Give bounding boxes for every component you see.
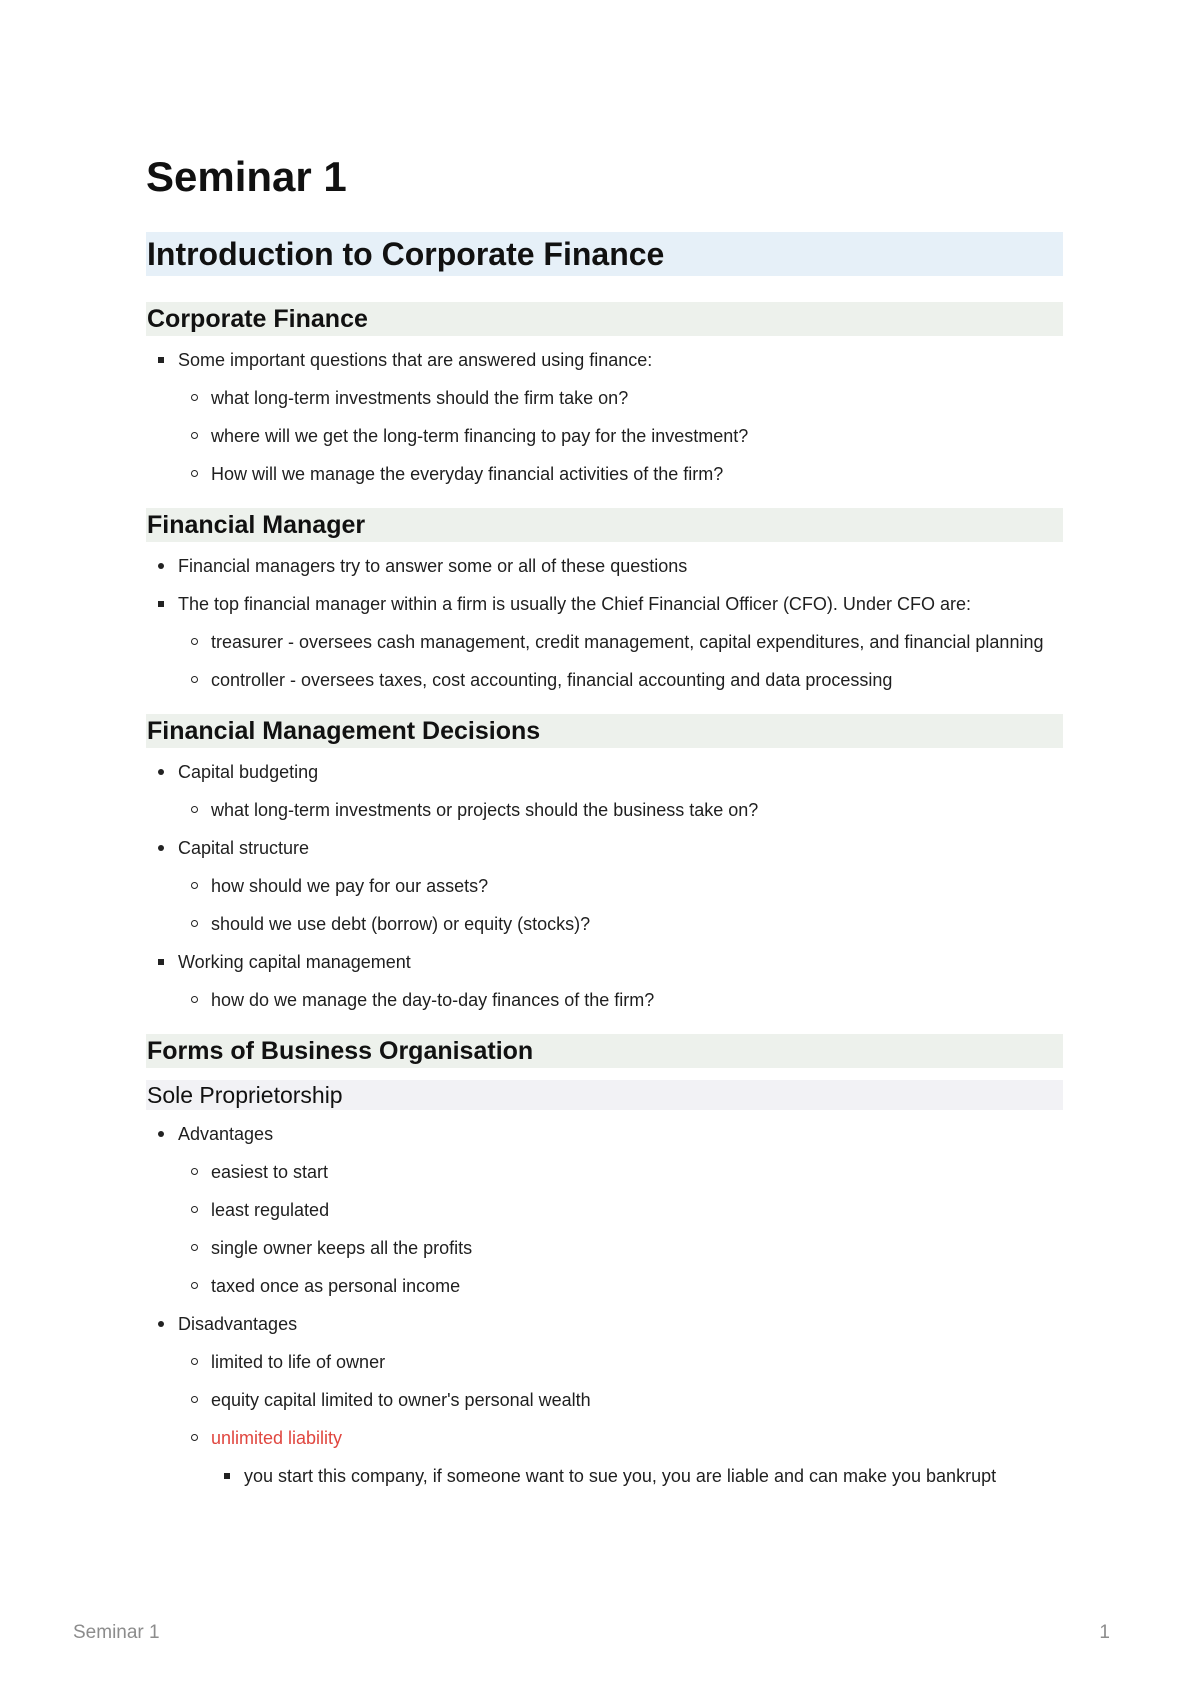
circle-bullet-icon: [191, 920, 198, 927]
disc-bullet-icon: [158, 1131, 164, 1137]
list-item: single owner keeps all the profits: [146, 1230, 1063, 1268]
list-item: should we use debt (borrow) or equity (stocks)?: [146, 906, 1063, 944]
list-item: what long-term investments should the firm take on?: [146, 380, 1063, 418]
circle-bullet-icon: [191, 1206, 198, 1213]
circle-bullet-icon: [191, 1358, 198, 1365]
circle-bullet-icon: [191, 394, 198, 401]
list-item: controller - oversees taxes, cost accounting, financial accounting and data processing: [146, 662, 1063, 700]
square-bullet-icon: [224, 1473, 230, 1479]
heading-introduction: Introduction to Corporate Finance: [146, 232, 1063, 276]
circle-bullet-icon: [191, 1434, 198, 1441]
list-item: what long-term investments or projects should the business take on?: [146, 792, 1063, 830]
list-item: Financial managers try to answer some or all of these questions: [146, 548, 1063, 586]
list-item: where will we get the long-term financing to pay for the investment?: [146, 418, 1063, 456]
list-item: equity capital limited to owner's personal wealth: [146, 1382, 1063, 1420]
page-number: 1: [1099, 1622, 1110, 1643]
square-bullet-icon: [158, 959, 164, 965]
heading-financial-management-decisions: Financial Management Decisions: [146, 714, 1063, 748]
list-item: How will we manage the everyday financial activities of the firm?: [146, 456, 1063, 494]
list-financial-manager: [146, 548, 1063, 700]
list-item: how should we pay for our assets?: [146, 868, 1063, 906]
circle-bullet-icon: [191, 1244, 198, 1251]
circle-bullet-icon: [191, 638, 198, 645]
circle-bullet-icon: [191, 1168, 198, 1175]
circle-bullet-icon: [191, 996, 198, 1003]
list-item: The top financial manager within a firm is usually the Chief Financial Officer (CFO). Under CFO are:: [146, 586, 1063, 624]
highlighted-text: unlimited liability: [211, 1428, 343, 1448]
disc-bullet-icon: [158, 563, 164, 569]
circle-bullet-icon: [191, 676, 198, 683]
square-bullet-icon: [158, 601, 164, 607]
disc-bullet-icon: [158, 845, 164, 851]
list-item: taxed once as personal income: [146, 1268, 1063, 1306]
list-decisions: [146, 754, 1063, 1020]
list-item: Capital structure: [146, 830, 1063, 868]
circle-bullet-icon: [191, 1396, 198, 1403]
list-item: how do we manage the day-to-day finances of the firm?: [146, 982, 1063, 1020]
disc-bullet-icon: [158, 769, 164, 775]
list-item: Advantages: [146, 1116, 1063, 1154]
list-item: Capital budgeting: [146, 754, 1063, 792]
circle-bullet-icon: [191, 1282, 198, 1289]
list-item: treasurer - oversees cash management, credit management, capital expenditures, and financial planning: [146, 624, 1063, 662]
page-title: Seminar 1: [146, 153, 347, 200]
square-bullet-icon: [158, 357, 164, 363]
circle-bullet-icon: [191, 806, 198, 813]
list-item: least regulated: [146, 1192, 1063, 1230]
list-item: Working capital management: [146, 944, 1063, 982]
circle-bullet-icon: [191, 470, 198, 477]
list-item: [146, 1420, 1063, 1458]
list-item: limited to life of owner: [146, 1344, 1063, 1382]
heading-forms-of-business: Forms of Business Organisation: [146, 1034, 1063, 1068]
circle-bullet-icon: [191, 432, 198, 439]
list-item: Some important questions that are answered using finance:: [146, 342, 1063, 380]
list-sole-proprietorship: [146, 1116, 1063, 1496]
heading-corporate-finance: Corporate Finance: [146, 302, 1063, 336]
heading-financial-manager: Financial Manager: [146, 508, 1063, 542]
heading-sole-proprietorship: Sole Proprietorship: [146, 1080, 1063, 1110]
list-item: Disadvantages: [146, 1306, 1063, 1344]
list-item: easiest to start: [146, 1154, 1063, 1192]
list-corporate-finance: [146, 342, 1063, 494]
disc-bullet-icon: [158, 1321, 164, 1327]
circle-bullet-icon: [191, 882, 198, 889]
footer-title: Seminar 1: [73, 1622, 160, 1643]
document-page: [146, 140, 1063, 1496]
list-item: you start this company, if someone want to sue you, you are liable and can make you bankrupt: [146, 1458, 1063, 1496]
